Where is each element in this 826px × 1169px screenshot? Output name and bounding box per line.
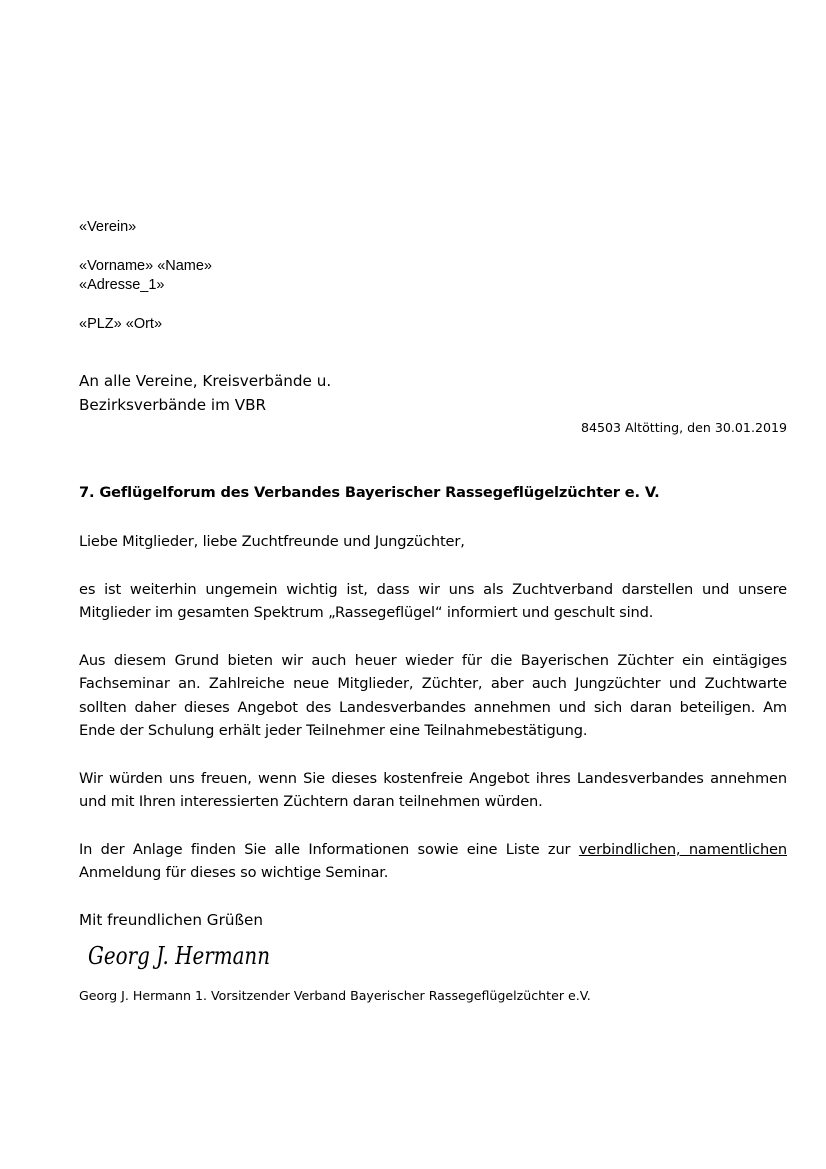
- paragraph-2: Aus diesem Grund bieten wir auch heuer wieder für die Bayerischen Züchter ein eintägiges Fachseminar an. Zahlreiche neue Mitglieder, Züchter, aber auch Jungzüchter und Zuchtwarte sollten daher dieses Angebot des Landesverbandes annehmen und sich daran beteiligen. Am Ende der Schulung erhält jeder Teilnehmer eine Teilnahmebestätigung.: [79, 652, 787, 740]
- address-field: «Adresse_1»: [79, 277, 165, 293]
- signature-scribble: Georg J. Hermann: [88, 942, 270, 970]
- recipient-block: [79, 369, 331, 417]
- signature-line: Georg J. Hermann 1. Vorsitzender Verband Bayerischer Rassegeflügelzüchter e.V.: [79, 988, 591, 1003]
- handwritten-signature: [86, 936, 276, 981]
- paragraph-3: Wir würden uns freuen, wenn Sie dieses kostenfreie Angebot ihres Landesverbandes annehmen und mit Ihren interessierten Züchtern daran teilnehmen würden.: [79, 770, 787, 811]
- binding-registration-emphasis: verbindlichen, namentlichen: [578, 841, 787, 858]
- salutation: Liebe Mitglieder, liebe Zuchtfreunde und Jungzüchter,: [79, 533, 465, 550]
- closing-phrase: Mit freundlichen Grüßen: [79, 911, 263, 929]
- paragraph-4-text-end: Anmeldung für dieses so wichtige Seminar.: [79, 864, 389, 882]
- recipient-line-1: An alle Vereine, Kreisverbände u.: [79, 372, 332, 390]
- paragraph-4: [79, 838, 787, 885]
- city-field: «PLZ» «Ort»: [79, 316, 163, 332]
- recipient-line-2: Bezirksverbände im VBR: [79, 396, 267, 414]
- date-line: 84503 Altötting, den 30.01.2019: [580, 420, 787, 435]
- signature-svg: [86, 936, 276, 976]
- name-field: «Vorname» «Name»: [79, 258, 212, 274]
- club-field: «Verein»: [79, 219, 137, 235]
- subject-heading: 7. Geflügelforum des Verbandes Bayerischer Rassegeflügelzüchter e. V.: [79, 484, 660, 501]
- paragraph-4-text-start: In der Anlage finden Sie alle Informationen sowie eine Liste zur: [79, 841, 579, 858]
- paragraph-1: es ist weiterhin ungemein wichtig ist, dass wir uns als Zuchtverband darstellen und unsere Mitglieder im gesamten Spektrum „Rassegeflügel“ informiert und geschult sind.: [79, 581, 787, 622]
